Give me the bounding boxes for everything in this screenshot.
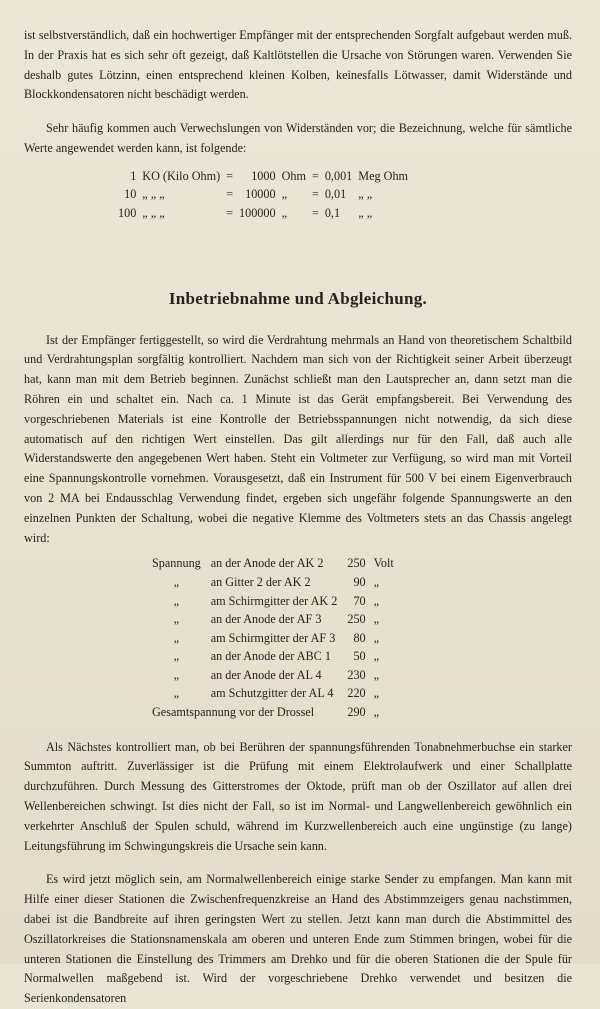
voltage-table [152,554,404,721]
voltage-row: „ an der Anode der AL 4 230 „ [173,667,380,682]
intro-paragraph-2: Sehr häufig kommen auch Verwechslungen von Widerständen vor; die Bezeichnung, welche für sämtliche Werte angewendet werden kann, ist folgende: [24,121,572,155]
conversion-row: 100 „ „ „ = 100000 „ = 0,1 „ „ [118,205,373,220]
conversion-row: 10 „ „ „ = 10000 „ = 0,01 „ „ [124,187,373,202]
after-paragraph-2: Es wird jetzt möglich sein, am Normalwellenbereich einige starke Sender zu empfangen. Man kann mit Hilfe einer dieser Stationen die Zwischenfrequenzkreise an Hand des Abstimmzeigers genau nachstimmen, dabei ist die Bandbreite auf ihren geringsten Wert zu stellen. Jetzt kann man durch die Abstimmittel des Oszillatorkreises die Stationsnamenskala am oberen und unteren Ende zum Stimmen bringen, wobei für die unteren Stationen die Einstellung des Trimmers am Drehko und für die oberen Stationen die der Spule für Normalwellen maßgebend ist. Wird der vorgeschriebene Drehko verwendet und besitzen die Serienkondensatoren [24,872,572,1006]
section-heading: Inbetriebnahme und Abgleichung. [168,288,428,308]
voltage-row: Spannung an der Anode der AK 2 250 Volt [152,556,394,571]
section-paragraph-1: Ist der Empfänger fertiggestellt, so wird die Verdrahtung mehrmals an Hand von theoretischem Schaltbild und Verdrahtungsplan sorgfältig kontrolliert. Nachdem man sich von der Richtigkeit seiner Arbeit überzeugt hat, kann man mit dem Betrieb beginnen. Zunächst schließt man den Lautsprecher an, dann setzt man die Röhren ein und schaltet ein. Nach ca. 1 Minute ist das Gerät empfangsbereit. Bei Verwendung des vorgeschriebenen Materials ist eine Kontrolle der Betriebsspannungen nicht notwendig, da sich diese automatisch auf den richtigen Wert einstellen. Das gilt allerdings nur für den Fall, daß auch alle Widerstandswerte den angegebenen Wert haben. Steht ein Voltmeter zur Verfügung, so wird man mit Vorteil eine Spannungskontrolle vornehmen. Vorausgesetzt, daß ein Instrument für 500 V bei einem Eigenverbrauch von 2 MA bei Endausschlag Verwendung findet, ergeben sich ungefähr folgende Spannungswerte an den einzelnen Punkten der Schaltung, wobei die negative Klemme des Voltmeters stets an das Chassis angelegt wird: [24,332,572,545]
voltage-row: „ an der Anode der ABC 1 50 „ [173,649,380,664]
resistance-conversion-table [118,167,414,223]
voltage-row: „ am Schirmgitter der AF 3 80 „ [173,630,380,645]
intro-paragraph-1: ist selbstverständlich, daß ein hochwertiger Empfänger mit der entsprechenden Sorgfalt aufgebaut werden muß. In der Praxis hat es sich sehr oft gezeigt, daß Kaltlötstellen die Ursache von Störungen waren. Verwenden Sie deshalb gutes Lötzinn, einen entsprechend kleinen Kolben, keinesfalls Lötwasser, damit Widerstände und Blockkondensatoren nicht beschädigt werden. [24,28,572,102]
conversion-row: 1 KO (Kilo Ohm) = 1000 Ohm = 0,001 Meg Ohm [130,168,409,183]
voltage-total-row: Gesamtspannung vor der Drossel 290 „ [152,705,380,720]
voltage-row: „ an der Anode der AF 3 250 „ [173,612,380,627]
voltage-row: „ am Schutzgitter der AL 4 220 „ [173,686,380,701]
after-paragraph-1: Als Nächstes kontrolliert man, ob bei Berühren der spannungsführenden Tonabnehmerbuchse ein starker Summton auftritt. Zuverlässiger ist die Prüfung mit einem Elektrolaufwerk und einer Schallplatte durchzuführen. Durch Messung des Gitterstromes der Oktode, prüft man ob der Oszillator auf allen drei Wellenbereichen schwingt. Ist dies nicht der Fall, so ist im Normal- und Langwellenbereich gewöhnlich ein verkehrter Anschluß der Spulen schuld, während im Kurzwellenbereich auch eine ungünstige (zu lange) Leitungsführung im Schwingungskreis die Ursache sein kann. [24,739,572,853]
voltage-row: „ am Schirmgitter der AK 2 70 „ [173,593,380,608]
voltage-row: „ an Gitter 2 der AK 2 90 „ [173,574,380,589]
